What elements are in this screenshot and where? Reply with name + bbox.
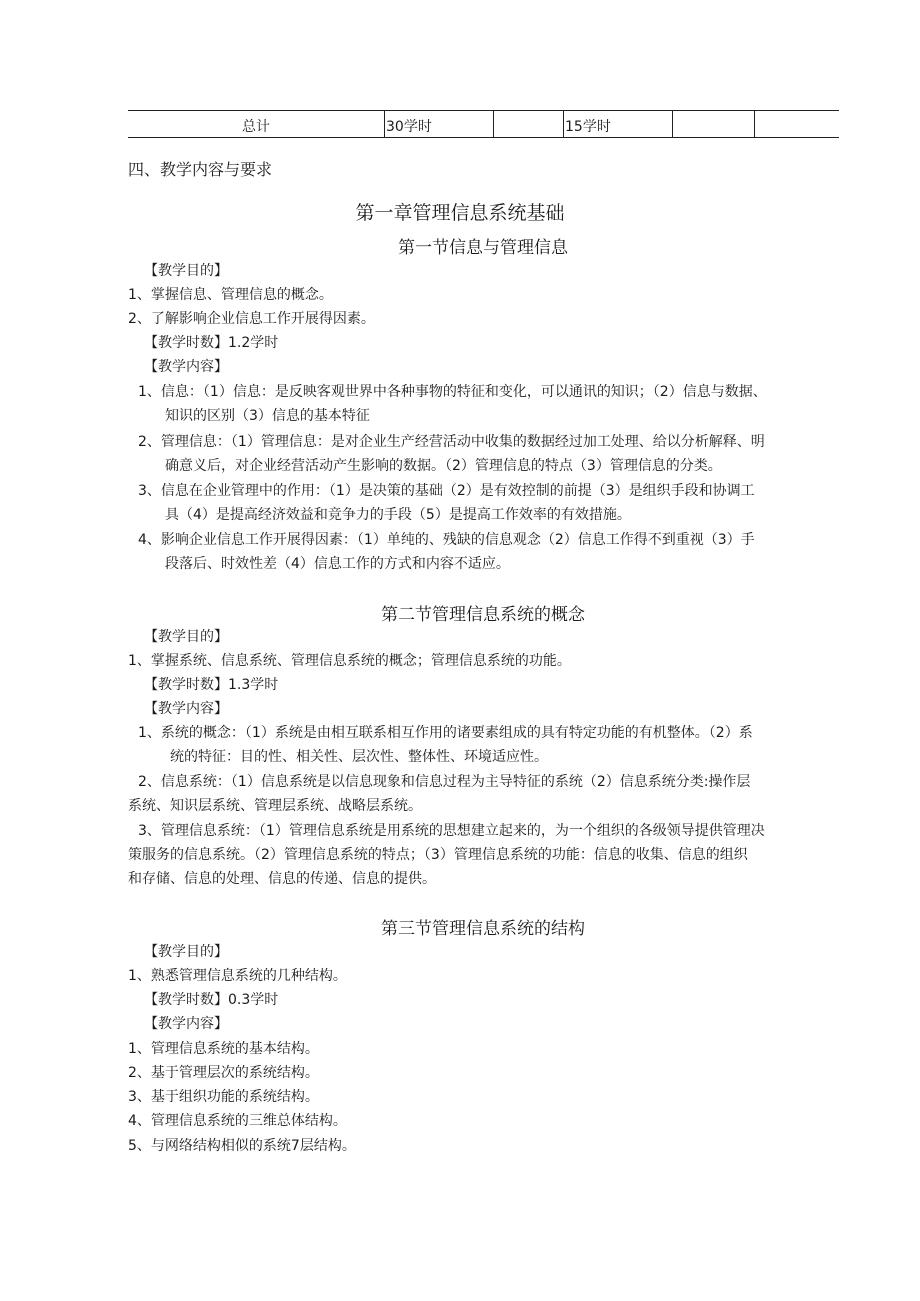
content-item-line: 段落后、时效性差（4）信息工作的方式和内容不适应。 [165, 556, 510, 572]
table-bottom-border [128, 137, 839, 138]
content-item-line: 具（4）是提高经济效益和竞争力的手段（5）是提高工作效率的有效措施。 [165, 507, 631, 523]
table-divider [563, 110, 564, 138]
content-item-line: 2、管理信息：（1）管理信息：是对企业生产经营活动中收集的数据经过加工处理、给以分析解释、明 [138, 434, 765, 450]
content-item: 2、基于管理层次的系统结构。 [128, 1065, 319, 1081]
content-item-line: 和存储、信息的处理、信息的传递、信息的提供。 [128, 871, 436, 887]
table-divider [493, 110, 494, 138]
content-label: 【教学内容】 [144, 701, 228, 717]
table-divider [384, 110, 385, 138]
content-item-line: 3、管理信息系统：（1）管理信息系统是用系统的思想建立起来的，为一个组织的各级领导提供管理决 [138, 823, 765, 839]
objective-item: 1、熟悉管理信息系统的几种结构。 [128, 968, 347, 984]
section-title: 第一节信息与管理信息 [398, 238, 568, 258]
objective-label: 【教学目的】 [144, 629, 228, 645]
content-item: 5、与网络结构相似的系统7层结构。 [128, 1138, 356, 1154]
section-heading: 四、教学内容与要求 [128, 160, 273, 179]
content-item: 3、基于组织功能的系统结构。 [128, 1089, 319, 1105]
content-label: 【教学内容】 [144, 1016, 228, 1032]
content-item-line: 知识的区别（3）信息的基本特征 [165, 408, 370, 424]
table-divider [672, 110, 673, 138]
objective-label: 【教学目的】 [144, 944, 228, 960]
content-item-line: 1、系统的概念：（1）系统是由相互联系相互作用的诸要素组成的具有特定功能的有机整体。（2）系 [138, 725, 753, 741]
table-cell-hours: 30学时 [386, 119, 432, 135]
hours-label: 【教学时数】1.3学时 [144, 677, 279, 693]
table-divider [754, 110, 755, 138]
hours-label: 【教学时数】1.2学时 [144, 335, 279, 351]
content-item-line: 3、信息在企业管理中的作用：（1）是决策的基础（2）是有效控制的前提（3）是组织手段和协调工 [138, 483, 755, 499]
content-item-line: 4、影响企业信息工作开展得因素：（1）单纯的、残缺的信息观念（2）信息工作得不到重视（3）手 [138, 532, 755, 548]
content-item-line: 策服务的信息系统。（2）管理信息系统的特点；（3）管理信息系统的功能：信息的收集、信息的组织 [128, 847, 748, 863]
hours-label: 【教学时数】0.3学时 [144, 992, 279, 1008]
objective-item: 1、掌握信息、管理信息的概念。 [128, 287, 333, 303]
table-top-border [128, 110, 839, 111]
section-title: 第二节管理信息系统的概念 [381, 605, 585, 625]
objective-item: 2、了解影响企业信息工作开展得因素。 [128, 311, 375, 327]
content-item: 1、管理信息系统的基本结构。 [128, 1041, 319, 1057]
table-cell-total-label: 总计 [242, 119, 270, 135]
content-item-line: 2、信息系统：（1）信息系统是以信息现象和信息过程为主导特征的系统（2）信息系统分类:操作层 [138, 774, 751, 790]
chapter-title: 第一章管理信息系统基础 [355, 202, 565, 224]
section-title: 第三节管理信息系统的结构 [381, 919, 585, 939]
content-item-line: 1、信息：（1）信息：是反映客观世界中各种事物的特征和变化，可以通讯的知识；（2）信息与数据、 [138, 384, 767, 400]
table-cell-hours: 15学时 [565, 119, 611, 135]
content-item: 4、管理信息系统的三维总体结构。 [128, 1113, 347, 1129]
objective-label: 【教学目的】 [144, 263, 228, 279]
objective-item: 1、掌握系统、信息系统、管理信息系统的概念；管理信息系统的功能。 [128, 653, 571, 669]
content-item-line: 系统、知识层系统、管理层系统、战略层系统。 [128, 798, 422, 814]
content-item-line: 统的特征：目的性、相关性、层次性、整体性、环境适应性。 [170, 749, 548, 765]
content-item-line: 确意义后，对企业经营活动产生影响的数据。（2）管理信息的特点（3）管理信息的分类。 [165, 458, 722, 474]
content-label: 【教学内容】 [144, 359, 228, 375]
